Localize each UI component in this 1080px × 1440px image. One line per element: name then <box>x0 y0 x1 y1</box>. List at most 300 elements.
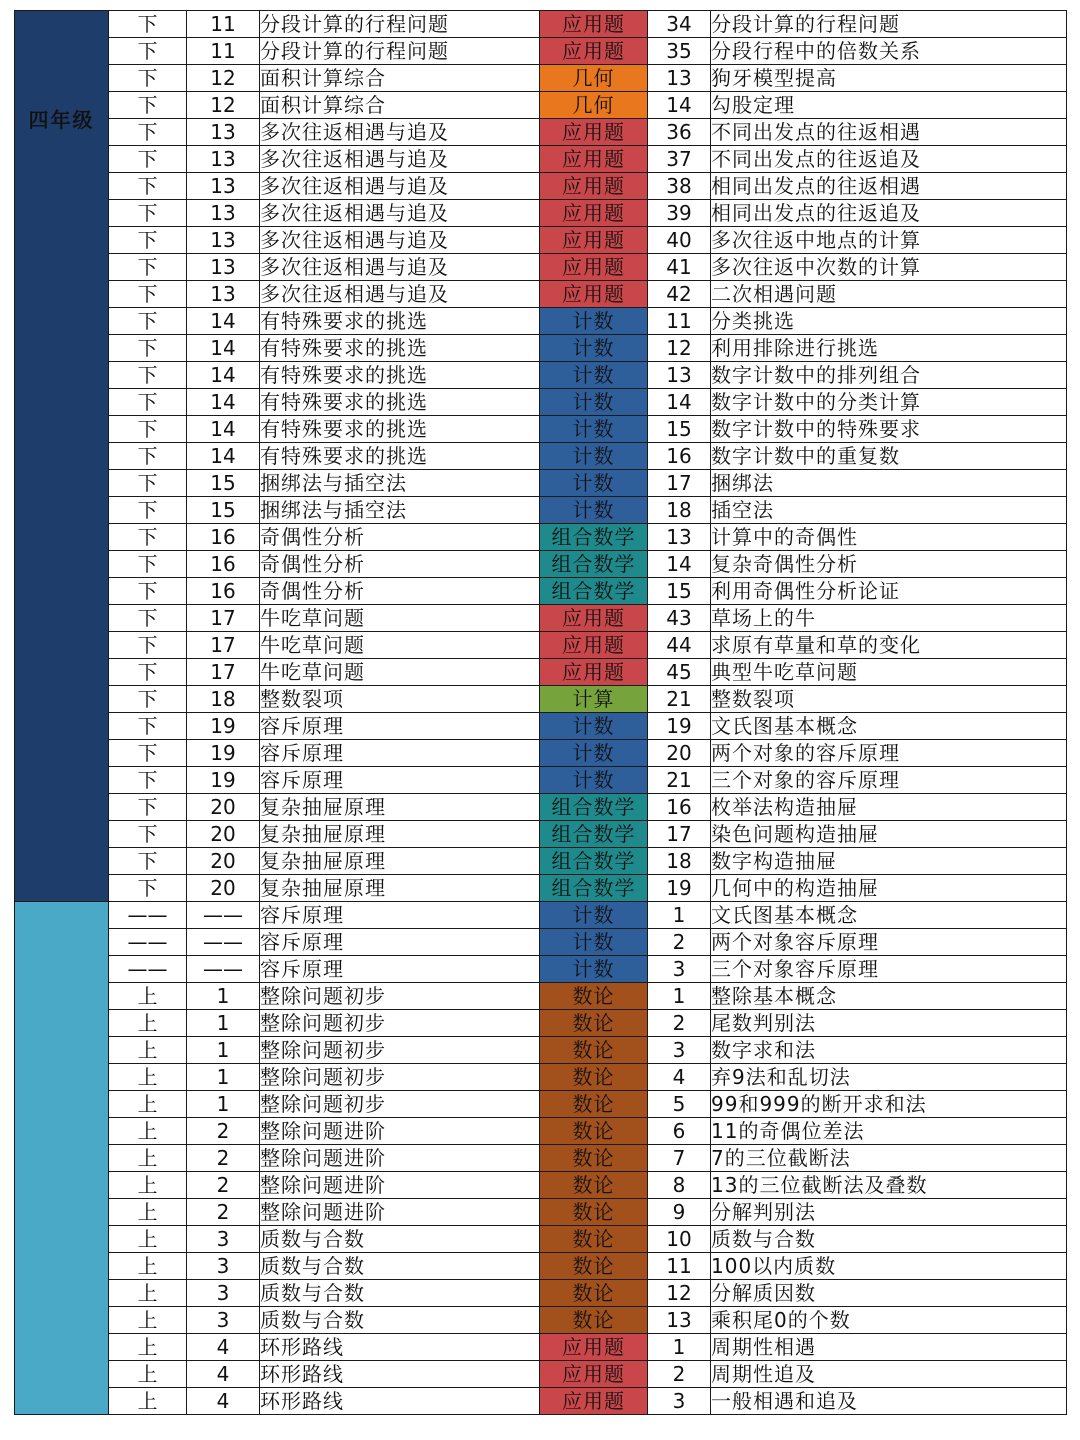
category-badge: 数论 <box>540 983 648 1010</box>
table-row[interactable] <box>15 902 1067 929</box>
lesson-title-cell: 面积计算综合 <box>260 92 540 119</box>
lesson-number-cell: 4 <box>187 1361 260 1388</box>
term-cell: 下 <box>109 362 187 389</box>
lesson-number-cell: 1 <box>187 1010 260 1037</box>
category-badge: 组合数学 <box>540 821 648 848</box>
table-body <box>15 11 1067 1415</box>
term-cell: 下 <box>109 875 187 902</box>
topic-name-cell: 插空法 <box>711 497 1067 524</box>
lesson-title-cell: 容斥原理 <box>260 902 540 929</box>
lesson-number-cell: 3 <box>187 1253 260 1280</box>
topic-number-cell: 10 <box>648 1226 711 1253</box>
category-badge: 应用题 <box>540 281 648 308</box>
term-cell: —— <box>109 929 187 956</box>
table-row[interactable] <box>15 335 1067 362</box>
lesson-title-cell: 有特殊要求的挑选 <box>260 416 540 443</box>
category-badge: 数论 <box>540 1280 648 1307</box>
term-cell: 下 <box>109 119 187 146</box>
lesson-title-cell: 复杂抽屉原理 <box>260 821 540 848</box>
term-cell: 上 <box>109 1388 187 1415</box>
category-badge: 数论 <box>540 1307 648 1334</box>
table-row[interactable] <box>15 1199 1067 1226</box>
topic-number-cell: 1 <box>648 983 711 1010</box>
topic-number-cell: 12 <box>648 335 711 362</box>
topic-number-cell: 9 <box>648 1199 711 1226</box>
category-badge: 计数 <box>540 335 648 362</box>
topic-name-cell: 一般相遇和追及 <box>711 1388 1067 1415</box>
lesson-number-cell: 13 <box>187 281 260 308</box>
term-cell: 上 <box>109 1334 187 1361</box>
topic-number-cell: 38 <box>648 173 711 200</box>
category-badge: 应用题 <box>540 659 648 686</box>
lesson-title-cell: 多次往返相遇与追及 <box>260 200 540 227</box>
table-row[interactable] <box>15 713 1067 740</box>
topic-number-cell: 3 <box>648 1037 711 1064</box>
topic-name-cell: 100以内质数 <box>711 1253 1067 1280</box>
grade-label: 四年级 <box>28 108 95 132</box>
lesson-title-cell: 整除问题初步 <box>260 1037 540 1064</box>
category-badge: 计数 <box>540 416 648 443</box>
lesson-number-cell: 15 <box>187 470 260 497</box>
topic-name-cell: 多次往返中地点的计算 <box>711 227 1067 254</box>
term-cell: —— <box>109 902 187 929</box>
term-cell: 上 <box>109 1145 187 1172</box>
term-cell: 下 <box>109 632 187 659</box>
topic-number-cell: 20 <box>648 740 711 767</box>
topic-name-cell: 数字求和法 <box>711 1037 1067 1064</box>
topic-number-cell: 17 <box>648 470 711 497</box>
lesson-title-cell: 奇偶性分析 <box>260 551 540 578</box>
lesson-title-cell: 环形路线 <box>260 1388 540 1415</box>
table-row[interactable] <box>15 686 1067 713</box>
topic-name-cell: 周期性相遇 <box>711 1334 1067 1361</box>
category-badge: 数论 <box>540 1172 648 1199</box>
term-cell: 上 <box>109 1091 187 1118</box>
table-row[interactable] <box>15 551 1067 578</box>
table-row[interactable] <box>15 740 1067 767</box>
lesson-number-cell: 17 <box>187 605 260 632</box>
topic-number-cell: 43 <box>648 605 711 632</box>
category-badge: 组合数学 <box>540 848 648 875</box>
table-row[interactable] <box>15 1388 1067 1415</box>
category-badge: 应用题 <box>540 38 648 65</box>
topic-number-cell: 18 <box>648 848 711 875</box>
topic-name-cell: 尾数判别法 <box>711 1010 1067 1037</box>
lesson-title-cell: 质数与合数 <box>260 1280 540 1307</box>
table-row[interactable] <box>15 281 1067 308</box>
table-row[interactable] <box>15 119 1067 146</box>
table-row[interactable] <box>15 659 1067 686</box>
table-row[interactable] <box>15 848 1067 875</box>
category-badge: 应用题 <box>540 200 648 227</box>
table-row[interactable] <box>15 1253 1067 1280</box>
topic-name-cell: 弃9法和乱切法 <box>711 1064 1067 1091</box>
topic-number-cell: 36 <box>648 119 711 146</box>
table-row[interactable] <box>15 470 1067 497</box>
topic-name-cell: 分解判别法 <box>711 1199 1067 1226</box>
table-row[interactable] <box>15 443 1067 470</box>
term-cell: 下 <box>109 659 187 686</box>
grade-label <box>15 902 108 998</box>
topic-number-cell: 37 <box>648 146 711 173</box>
lesson-number-cell: 1 <box>187 1037 260 1064</box>
topic-number-cell: 45 <box>648 659 711 686</box>
term-cell: 下 <box>109 443 187 470</box>
category-badge: 数论 <box>540 1145 648 1172</box>
term-cell: 上 <box>109 1280 187 1307</box>
lesson-title-cell: 整除问题进阶 <box>260 1145 540 1172</box>
table-row[interactable] <box>15 146 1067 173</box>
table-row[interactable] <box>15 416 1067 443</box>
topic-name-cell: 质数与合数 <box>711 1226 1067 1253</box>
term-cell: 上 <box>109 1064 187 1091</box>
topic-number-cell: 21 <box>648 686 711 713</box>
table-row[interactable] <box>15 1010 1067 1037</box>
table-row[interactable] <box>15 578 1067 605</box>
lesson-title-cell: 环形路线 <box>260 1361 540 1388</box>
topic-number-cell: 40 <box>648 227 711 254</box>
lesson-title-cell: 整除问题初步 <box>260 1064 540 1091</box>
lesson-title-cell: 多次往返相遇与追及 <box>260 119 540 146</box>
topic-name-cell: 分段计算的行程问题 <box>711 11 1067 38</box>
category-badge: 计数 <box>540 443 648 470</box>
term-cell: 下 <box>109 38 187 65</box>
table-row[interactable] <box>15 254 1067 281</box>
category-badge: 组合数学 <box>540 875 648 902</box>
table-row[interactable] <box>15 983 1067 1010</box>
term-cell: 下 <box>109 254 187 281</box>
table-row[interactable] <box>15 1145 1067 1172</box>
table-row[interactable] <box>15 389 1067 416</box>
category-badge: 应用题 <box>540 1361 648 1388</box>
term-cell: 上 <box>109 1010 187 1037</box>
lesson-number-cell: 19 <box>187 713 260 740</box>
lesson-title-cell: 捆绑法与插空法 <box>260 470 540 497</box>
lesson-title-cell: 多次往返相遇与追及 <box>260 227 540 254</box>
table-row[interactable] <box>15 821 1067 848</box>
lesson-title-cell: 整除问题进阶 <box>260 1118 540 1145</box>
topic-number-cell: 16 <box>648 794 711 821</box>
category-badge: 数论 <box>540 1226 648 1253</box>
category-badge: 数论 <box>540 1037 648 1064</box>
topic-number-cell: 35 <box>648 38 711 65</box>
lesson-number-cell: 3 <box>187 1280 260 1307</box>
lesson-number-cell: 13 <box>187 200 260 227</box>
table-row[interactable] <box>15 38 1067 65</box>
topic-number-cell: 17 <box>648 821 711 848</box>
lesson-number-cell: 17 <box>187 659 260 686</box>
term-cell: 下 <box>109 146 187 173</box>
lesson-number-cell: 4 <box>187 1388 260 1415</box>
table-row[interactable] <box>15 1037 1067 1064</box>
lesson-number-cell: 13 <box>187 227 260 254</box>
lesson-title-cell: 整除问题初步 <box>260 1091 540 1118</box>
lesson-title-cell: 容斥原理 <box>260 929 540 956</box>
lesson-number-cell: 19 <box>187 767 260 794</box>
lesson-number-cell: 16 <box>187 551 260 578</box>
topic-name-cell: 求原有草量和草的变化 <box>711 632 1067 659</box>
table-row[interactable] <box>15 1361 1067 1388</box>
lesson-number-cell: 12 <box>187 65 260 92</box>
table-row[interactable] <box>15 308 1067 335</box>
category-badge: 应用题 <box>540 173 648 200</box>
topic-number-cell: 6 <box>648 1118 711 1145</box>
table-row[interactable] <box>15 875 1067 902</box>
lesson-number-cell: 18 <box>187 686 260 713</box>
lesson-number-cell: 20 <box>187 848 260 875</box>
lesson-number-cell: 20 <box>187 875 260 902</box>
topic-name-cell: 利用排除进行挑选 <box>711 335 1067 362</box>
topic-number-cell: 3 <box>648 956 711 983</box>
table-row[interactable] <box>15 524 1067 551</box>
table-row[interactable] <box>15 1334 1067 1361</box>
lesson-number-cell: 16 <box>187 524 260 551</box>
lesson-title-cell: 分段计算的行程问题 <box>260 38 540 65</box>
topic-name-cell: 典型牛吃草问题 <box>711 659 1067 686</box>
topic-number-cell: 13 <box>648 1307 711 1334</box>
curriculum-table <box>14 10 1067 1415</box>
table-row[interactable] <box>15 1118 1067 1145</box>
topic-name-cell: 勾股定理 <box>711 92 1067 119</box>
topic-name-cell: 99和999的断开求和法 <box>711 1091 1067 1118</box>
term-cell: 下 <box>109 713 187 740</box>
term-cell: 上 <box>109 1226 187 1253</box>
lesson-number-cell: 14 <box>187 416 260 443</box>
term-cell: 下 <box>109 551 187 578</box>
lesson-title-cell: 奇偶性分析 <box>260 578 540 605</box>
topic-name-cell: 分解质因数 <box>711 1280 1067 1307</box>
category-badge: 计数 <box>540 956 648 983</box>
topic-name-cell: 文氏图基本概念 <box>711 902 1067 929</box>
topic-name-cell: 分类挑选 <box>711 308 1067 335</box>
term-cell: 下 <box>109 740 187 767</box>
lesson-title-cell: 容斥原理 <box>260 767 540 794</box>
term-cell: 下 <box>109 821 187 848</box>
lesson-number-cell: 16 <box>187 578 260 605</box>
table-row[interactable] <box>15 794 1067 821</box>
lesson-title-cell: 质数与合数 <box>260 1253 540 1280</box>
lesson-number-cell: 15 <box>187 497 260 524</box>
table-row[interactable] <box>15 956 1067 983</box>
term-cell: 下 <box>109 281 187 308</box>
category-badge: 组合数学 <box>540 524 648 551</box>
lesson-number-cell: 2 <box>187 1118 260 1145</box>
category-badge: 几何 <box>540 65 648 92</box>
lesson-title-cell: 多次往返相遇与追及 <box>260 254 540 281</box>
lesson-title-cell: 环形路线 <box>260 1334 540 1361</box>
table-row[interactable] <box>15 605 1067 632</box>
table-row[interactable] <box>15 362 1067 389</box>
lesson-title-cell: 捆绑法与插空法 <box>260 497 540 524</box>
category-badge: 应用题 <box>540 11 648 38</box>
category-badge: 应用题 <box>540 605 648 632</box>
term-cell: 下 <box>109 497 187 524</box>
term-cell: 下 <box>109 767 187 794</box>
category-badge: 几何 <box>540 92 648 119</box>
topic-name-cell: 枚举法构造抽屉 <box>711 794 1067 821</box>
lesson-number-cell: 14 <box>187 335 260 362</box>
category-badge: 计数 <box>540 389 648 416</box>
lesson-number-cell: 1 <box>187 1091 260 1118</box>
lesson-number-cell: 20 <box>187 794 260 821</box>
lesson-title-cell: 整数裂项 <box>260 686 540 713</box>
lesson-title-cell: 容斥原理 <box>260 740 540 767</box>
topic-number-cell: 15 <box>648 416 711 443</box>
lesson-title-cell: 分段计算的行程问题 <box>260 11 540 38</box>
lesson-title-cell: 奇偶性分析 <box>260 524 540 551</box>
lesson-title-cell: 整除问题初步 <box>260 983 540 1010</box>
topic-name-cell: 相同出发点的往返相遇 <box>711 173 1067 200</box>
category-badge: 应用题 <box>540 146 648 173</box>
category-badge: 组合数学 <box>540 578 648 605</box>
topic-number-cell: 19 <box>648 713 711 740</box>
category-badge: 计数 <box>540 740 648 767</box>
term-cell: 下 <box>109 200 187 227</box>
table-row[interactable] <box>15 1091 1067 1118</box>
topic-name-cell: 相同出发点的往返追及 <box>711 200 1067 227</box>
term-cell: 上 <box>109 1361 187 1388</box>
topic-number-cell: 2 <box>648 929 711 956</box>
term-cell: 下 <box>109 227 187 254</box>
topic-name-cell: 三个对象容斥原理 <box>711 956 1067 983</box>
lesson-title-cell: 牛吃草问题 <box>260 659 540 686</box>
category-badge: 组合数学 <box>540 794 648 821</box>
lesson-title-cell: 复杂抽屉原理 <box>260 875 540 902</box>
topic-name-cell: 狗牙模型提高 <box>711 65 1067 92</box>
category-badge: 数论 <box>540 1064 648 1091</box>
category-badge: 数论 <box>540 1091 648 1118</box>
term-cell: 上 <box>109 1172 187 1199</box>
lesson-title-cell: 复杂抽屉原理 <box>260 848 540 875</box>
term-cell: 上 <box>109 1037 187 1064</box>
topic-number-cell: 11 <box>648 308 711 335</box>
term-cell: 下 <box>109 308 187 335</box>
table-row[interactable] <box>15 1226 1067 1253</box>
topic-number-cell: 15 <box>648 578 711 605</box>
table-row[interactable] <box>15 200 1067 227</box>
lesson-title-cell: 多次往返相遇与追及 <box>260 173 540 200</box>
category-badge: 数论 <box>540 1118 648 1145</box>
lesson-title-cell: 牛吃草问题 <box>260 632 540 659</box>
category-badge: 数论 <box>540 1010 648 1037</box>
lesson-number-cell: 1 <box>187 1064 260 1091</box>
topic-name-cell: 11的奇偶位差法 <box>711 1118 1067 1145</box>
term-cell: 下 <box>109 470 187 497</box>
topic-name-cell: 二次相遇问题 <box>711 281 1067 308</box>
category-badge: 计数 <box>540 929 648 956</box>
table-row[interactable] <box>15 1064 1067 1091</box>
topic-number-cell: 5 <box>648 1091 711 1118</box>
lesson-title-cell: 多次往返相遇与追及 <box>260 146 540 173</box>
term-cell: 上 <box>109 1253 187 1280</box>
term-cell: 下 <box>109 416 187 443</box>
table-row[interactable] <box>15 173 1067 200</box>
lesson-title-cell: 有特殊要求的挑选 <box>260 389 540 416</box>
category-badge: 计数 <box>540 902 648 929</box>
lesson-number-cell: 2 <box>187 1199 260 1226</box>
lesson-title-cell: 有特殊要求的挑选 <box>260 362 540 389</box>
lesson-title-cell: 有特殊要求的挑选 <box>260 443 540 470</box>
term-cell: 下 <box>109 335 187 362</box>
lesson-number-cell: 1 <box>187 983 260 1010</box>
table-row[interactable] <box>15 1307 1067 1334</box>
category-badge: 数论 <box>540 1253 648 1280</box>
lesson-title-cell: 多次往返相遇与追及 <box>260 281 540 308</box>
category-badge: 计数 <box>540 470 648 497</box>
topic-number-cell: 7 <box>648 1145 711 1172</box>
topic-name-cell: 分段行程中的倍数关系 <box>711 38 1067 65</box>
topic-name-cell: 三个对象的容斥原理 <box>711 767 1067 794</box>
category-badge: 应用题 <box>540 227 648 254</box>
topic-number-cell: 14 <box>648 389 711 416</box>
lesson-title-cell: 有特殊要求的挑选 <box>260 308 540 335</box>
topic-number-cell: 13 <box>648 65 711 92</box>
topic-name-cell: 整除基本概念 <box>711 983 1067 1010</box>
topic-name-cell: 不同出发点的往返追及 <box>711 146 1067 173</box>
topic-name-cell: 数字计数中的排列组合 <box>711 362 1067 389</box>
lesson-title-cell: 质数与合数 <box>260 1307 540 1334</box>
grade-cell <box>15 11 109 902</box>
term-cell: 上 <box>109 983 187 1010</box>
topic-name-cell: 数字计数中的分类计算 <box>711 389 1067 416</box>
table-row[interactable] <box>15 632 1067 659</box>
lesson-title-cell: 牛吃草问题 <box>260 605 540 632</box>
lesson-title-cell: 面积计算综合 <box>260 65 540 92</box>
topic-number-cell: 39 <box>648 200 711 227</box>
table-row[interactable] <box>15 929 1067 956</box>
table-row[interactable] <box>15 227 1067 254</box>
topic-number-cell: 13 <box>648 362 711 389</box>
topic-number-cell: 21 <box>648 767 711 794</box>
topic-name-cell: 文氏图基本概念 <box>711 713 1067 740</box>
topic-name-cell: 整数裂项 <box>711 686 1067 713</box>
topic-number-cell: 18 <box>648 497 711 524</box>
table-row[interactable] <box>15 1172 1067 1199</box>
topic-number-cell: 34 <box>648 11 711 38</box>
category-badge: 计数 <box>540 713 648 740</box>
term-cell: 下 <box>109 389 187 416</box>
topic-name-cell: 计算中的奇偶性 <box>711 524 1067 551</box>
table-row[interactable] <box>15 92 1067 119</box>
topic-name-cell: 乘积尾0的个数 <box>711 1307 1067 1334</box>
topic-number-cell: 14 <box>648 551 711 578</box>
topic-name-cell: 多次往返中次数的计算 <box>711 254 1067 281</box>
topic-number-cell: 1 <box>648 1334 711 1361</box>
topic-number-cell: 2 <box>648 1010 711 1037</box>
lesson-number-cell: 17 <box>187 632 260 659</box>
category-badge: 应用题 <box>540 1388 648 1415</box>
topic-name-cell: 数字计数中的重复数 <box>711 443 1067 470</box>
term-cell: 下 <box>109 578 187 605</box>
lesson-number-cell: 14 <box>187 389 260 416</box>
table-row[interactable] <box>15 497 1067 524</box>
table-row[interactable] <box>15 11 1067 38</box>
table-row[interactable] <box>15 65 1067 92</box>
lesson-number-cell: 13 <box>187 146 260 173</box>
lesson-number-cell: —— <box>187 902 260 929</box>
term-cell: 下 <box>109 605 187 632</box>
term-cell: 下 <box>109 92 187 119</box>
table-row[interactable] <box>15 767 1067 794</box>
table-row[interactable] <box>15 1280 1067 1307</box>
topic-number-cell: 3 <box>648 1388 711 1415</box>
lesson-title-cell: 容斥原理 <box>260 956 540 983</box>
category-badge: 计数 <box>540 308 648 335</box>
category-badge: 计数 <box>540 362 648 389</box>
category-badge: 应用题 <box>540 632 648 659</box>
lesson-number-cell: 3 <box>187 1307 260 1334</box>
lesson-number-cell: 11 <box>187 38 260 65</box>
